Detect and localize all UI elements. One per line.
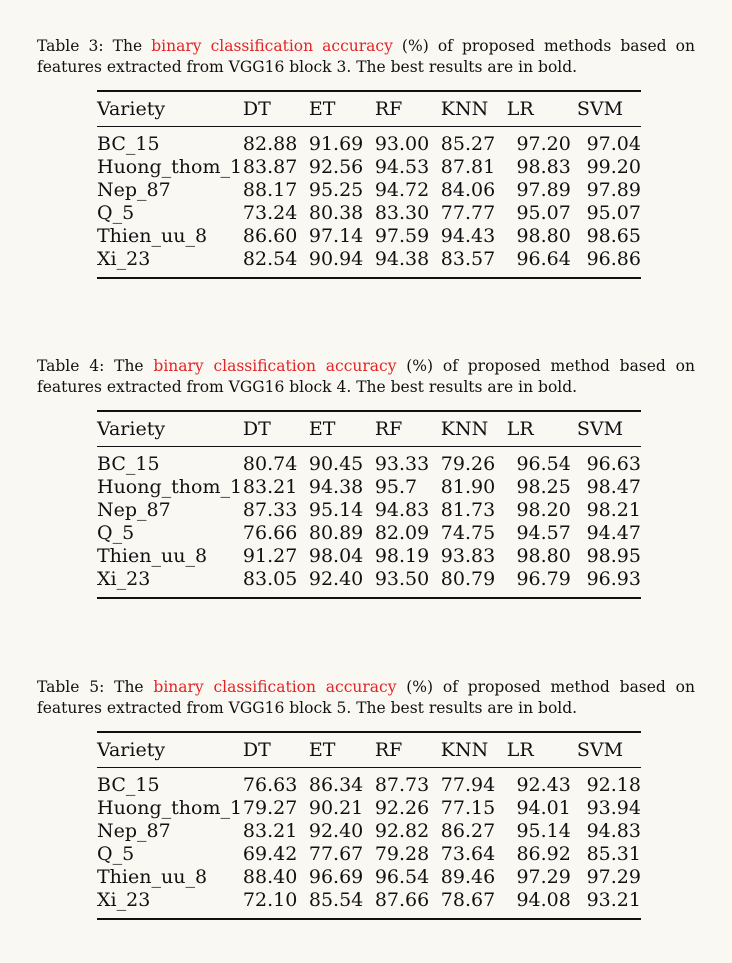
header-cell: DT <box>242 98 271 120</box>
accuracy-cell: 79.28 <box>374 843 430 865</box>
accuracy-cell: 94.72 <box>374 179 430 201</box>
accuracy-cell: 92.40 <box>308 820 364 842</box>
variety-cell: Thien_uu_8 <box>97 866 208 888</box>
caption-prefix: Table 5: The <box>37 678 154 696</box>
accuracy-cell: 83.05 <box>242 568 298 590</box>
accuracy-cell: 87.73 <box>374 774 430 796</box>
accuracy-cell: 92.26 <box>374 797 430 819</box>
accuracy-cell: 84.06 <box>440 179 496 201</box>
accuracy-cell: 97.04 <box>586 133 641 155</box>
accuracy-cell: 79.27 <box>242 797 298 819</box>
accuracy-cell: 92.40 <box>308 568 364 590</box>
accuracy-cell: 74.75 <box>440 522 496 544</box>
header-cell: KNN <box>440 418 489 440</box>
variety-cell: Q_5 <box>97 522 135 544</box>
header-cell: SVM <box>576 98 624 120</box>
accuracy-cell: 96.54 <box>374 866 430 888</box>
accuracy-cell: 91.27 <box>242 545 298 567</box>
table-caption <box>37 677 695 719</box>
accuracy-cell: 96.79 <box>516 568 571 590</box>
accuracy-cell: 72.10 <box>242 889 298 911</box>
header-row <box>97 411 641 447</box>
accuracy-cell: 92.82 <box>374 820 430 842</box>
accuracy-cell: 83.57 <box>440 248 496 270</box>
table-row <box>97 248 641 278</box>
variety-cell: Xi_23 <box>97 248 151 270</box>
accuracy-cell: 98.65 <box>586 225 641 247</box>
header-cell: RF <box>374 418 403 440</box>
accuracy-cell: 98.80 <box>516 225 571 247</box>
table-row <box>97 843 641 866</box>
table-row <box>97 797 641 820</box>
table-row <box>97 545 641 568</box>
accuracy-cell: 82.88 <box>242 133 298 155</box>
accuracy-cell: 79.26 <box>440 453 496 475</box>
accuracy-cell: 91.69 <box>308 133 364 155</box>
accuracy-cell: 98.25 <box>516 476 571 498</box>
caption-prefix: Table 3: The <box>37 37 152 55</box>
accuracy-cell: 95.14 <box>516 820 571 842</box>
accuracy-cell: 92.56 <box>308 156 364 178</box>
accuracy-cell: 93.83 <box>440 545 496 567</box>
accuracy-cell: 94.57 <box>516 522 571 544</box>
variety-cell: Xi_23 <box>97 889 151 911</box>
table-row <box>97 889 641 919</box>
table-row <box>97 499 641 522</box>
accuracy-cell: 73.24 <box>242 202 298 224</box>
accuracy-cell: 95.7 <box>374 476 418 498</box>
accuracy-cell: 89.46 <box>440 866 496 888</box>
accuracy-cell: 86.34 <box>308 774 364 796</box>
variety-cell: Huong_thom_1 <box>97 797 243 819</box>
accuracy-cell: 83.21 <box>242 820 298 842</box>
accuracy-cell: 86.60 <box>242 225 298 247</box>
header-cell: RF <box>374 739 403 761</box>
table-caption <box>37 356 695 398</box>
variety-cell: Thien_uu_8 <box>97 545 208 567</box>
accuracy-cell: 97.29 <box>586 866 641 888</box>
caption-link[interactable]: binary classification accuracy <box>153 678 397 696</box>
header-cell: LR <box>506 418 534 440</box>
accuracy-cell: 82.54 <box>242 248 298 270</box>
accuracy-cell: 97.29 <box>516 866 571 888</box>
header-cell: Variety <box>97 739 166 761</box>
table-row <box>97 202 641 225</box>
accuracy-cell: 98.95 <box>586 545 641 567</box>
accuracy-cell: 87.33 <box>242 499 298 521</box>
variety-cell: Q_5 <box>97 202 135 224</box>
accuracy-cell: 95.07 <box>586 202 641 224</box>
accuracy-cell: 81.90 <box>440 476 496 498</box>
accuracy-cell: 80.74 <box>242 453 298 475</box>
accuracy-cell: 95.14 <box>308 499 364 521</box>
accuracy-cell: 98.19 <box>374 545 430 567</box>
accuracy-cell: 83.21 <box>242 476 298 498</box>
accuracy-cell: 80.38 <box>308 202 364 224</box>
accuracy-cell: 85.27 <box>440 133 496 155</box>
accuracy-cell: 88.40 <box>242 866 298 888</box>
header-cell: Variety <box>97 98 166 120</box>
accuracy-cell: 97.89 <box>516 179 571 201</box>
header-cell: LR <box>506 739 534 761</box>
accuracy-cell: 69.42 <box>242 843 298 865</box>
accuracy-cell: 80.89 <box>308 522 364 544</box>
accuracy-cell: 83.87 <box>242 156 298 178</box>
accuracy-cell: 92.43 <box>516 774 571 796</box>
accuracy-cell: 97.89 <box>586 179 641 201</box>
accuracy-cell: 96.69 <box>308 866 364 888</box>
results-table <box>97 410 641 599</box>
variety-cell: Q_5 <box>97 843 135 865</box>
accuracy-cell: 87.66 <box>374 889 430 911</box>
accuracy-cell: 98.83 <box>516 156 571 178</box>
accuracy-cell: 93.50 <box>374 568 430 590</box>
header-row <box>97 91 641 127</box>
accuracy-cell: 93.94 <box>586 797 641 819</box>
accuracy-cell: 94.38 <box>374 248 430 270</box>
accuracy-cell: 97.59 <box>374 225 430 247</box>
variety-cell: Huong_thom_1 <box>97 156 243 178</box>
accuracy-cell: 94.43 <box>440 225 496 247</box>
variety-cell: Nep_87 <box>97 179 171 201</box>
variety-cell: Nep_87 <box>97 499 171 521</box>
table-row <box>97 225 641 248</box>
accuracy-cell: 94.38 <box>308 476 364 498</box>
accuracy-cell: 94.01 <box>516 797 571 819</box>
results-table <box>97 731 641 920</box>
accuracy-cell: 76.63 <box>242 774 298 796</box>
accuracy-cell: 77.77 <box>440 202 496 224</box>
variety-cell: Thien_uu_8 <box>97 225 208 247</box>
accuracy-cell: 83.30 <box>374 202 430 224</box>
accuracy-cell: 96.63 <box>586 453 641 475</box>
table-row <box>97 866 641 889</box>
accuracy-cell: 85.31 <box>586 843 641 865</box>
caption-link[interactable]: binary classification accuracy <box>151 37 393 55</box>
header-cell: DT <box>242 418 271 440</box>
caption-suffix: (%) of proposed methods based on features extracted from VGG16 block 3. The best results are in bold. <box>37 37 695 76</box>
header-cell: DT <box>242 739 271 761</box>
table-row <box>97 179 641 202</box>
header-cell: SVM <box>576 739 624 761</box>
accuracy-cell: 94.47 <box>586 522 641 544</box>
header-cell: LR <box>506 98 534 120</box>
table-row <box>97 447 641 477</box>
accuracy-cell: 81.73 <box>440 499 496 521</box>
accuracy-cell: 86.27 <box>440 820 496 842</box>
accuracy-cell: 93.21 <box>586 889 641 911</box>
accuracy-cell: 87.81 <box>440 156 496 178</box>
table-row <box>97 820 641 843</box>
accuracy-cell: 77.67 <box>308 843 364 865</box>
accuracy-cell: 96.86 <box>586 248 641 270</box>
header-cell: KNN <box>440 98 489 120</box>
accuracy-cell: 80.79 <box>440 568 496 590</box>
accuracy-cell: 96.93 <box>586 568 641 590</box>
accuracy-cell: 92.18 <box>586 774 641 796</box>
header-cell: ET <box>308 98 336 120</box>
caption-link[interactable]: binary classification accuracy <box>153 357 397 375</box>
header-row <box>97 732 641 768</box>
accuracy-cell: 97.14 <box>308 225 364 247</box>
variety-cell: BC_15 <box>97 774 160 796</box>
accuracy-cell: 98.47 <box>586 476 641 498</box>
variety-cell: BC_15 <box>97 133 160 155</box>
variety-cell: Nep_87 <box>97 820 171 842</box>
table-caption <box>37 36 695 78</box>
accuracy-cell: 95.25 <box>308 179 364 201</box>
header-cell: RF <box>374 98 403 120</box>
header-cell: Variety <box>97 418 166 440</box>
caption-suffix: (%) of proposed method based on features extracted from VGG16 block 4. The best results are in bold. <box>37 357 695 396</box>
accuracy-cell: 85.54 <box>308 889 364 911</box>
caption-suffix: (%) of proposed method based on features extracted from VGG16 block 5. The best results are in bold. <box>37 678 695 717</box>
accuracy-cell: 93.00 <box>374 133 430 155</box>
accuracy-cell: 93.33 <box>374 453 430 475</box>
accuracy-cell: 82.09 <box>374 522 430 544</box>
accuracy-cell: 77.94 <box>440 774 496 796</box>
accuracy-cell: 94.53 <box>374 156 430 178</box>
accuracy-cell: 98.04 <box>308 545 364 567</box>
accuracy-cell: 94.83 <box>374 499 430 521</box>
accuracy-cell: 78.67 <box>440 889 496 911</box>
accuracy-cell: 77.15 <box>440 797 496 819</box>
table-row <box>97 476 641 499</box>
results-table <box>97 90 641 279</box>
accuracy-cell: 94.83 <box>586 820 641 842</box>
table-row <box>97 127 641 157</box>
variety-cell: Xi_23 <box>97 568 151 590</box>
accuracy-cell: 90.21 <box>308 797 364 819</box>
accuracy-cell: 98.21 <box>586 499 641 521</box>
accuracy-cell: 96.54 <box>516 453 571 475</box>
variety-cell: BC_15 <box>97 453 160 475</box>
variety-cell: Huong_thom_1 <box>97 476 243 498</box>
accuracy-cell: 94.08 <box>516 889 571 911</box>
caption-prefix: Table 4: The <box>37 357 154 375</box>
table-row <box>97 568 641 598</box>
table-row <box>97 156 641 179</box>
accuracy-cell: 97.20 <box>516 133 571 155</box>
accuracy-cell: 98.20 <box>516 499 571 521</box>
accuracy-cell: 86.92 <box>516 843 571 865</box>
accuracy-cell: 96.64 <box>516 248 571 270</box>
table-row <box>97 768 641 798</box>
table-row <box>97 522 641 545</box>
accuracy-cell: 90.94 <box>308 248 364 270</box>
accuracy-cell: 99.20 <box>586 156 641 178</box>
header-cell: ET <box>308 739 336 761</box>
accuracy-cell: 88.17 <box>242 179 298 201</box>
accuracy-cell: 95.07 <box>516 202 571 224</box>
header-cell: SVM <box>576 418 624 440</box>
accuracy-cell: 98.80 <box>516 545 571 567</box>
accuracy-cell: 73.64 <box>440 843 496 865</box>
accuracy-cell: 76.66 <box>242 522 298 544</box>
header-cell: ET <box>308 418 336 440</box>
accuracy-cell: 90.45 <box>308 453 364 475</box>
header-cell: KNN <box>440 739 489 761</box>
